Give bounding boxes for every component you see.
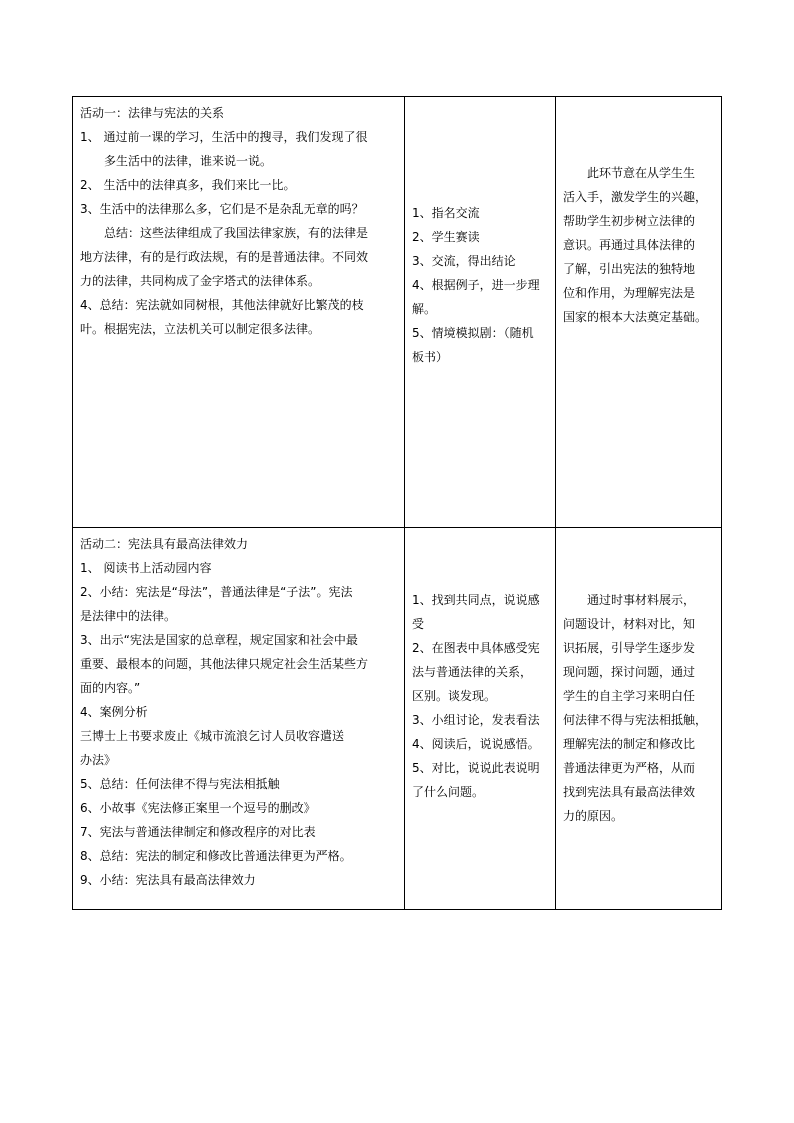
method-line: 1、指名交流 xyxy=(412,206,480,220)
method-line: 2、在图表中具体感受宪 xyxy=(412,641,540,655)
intent-line: 帮助学生初步树立法律的 xyxy=(563,214,696,228)
activity-line: 面的内容。” xyxy=(80,681,141,695)
activity-line: 地方法律，有的是行政法规，有的是普通法律。不同效 xyxy=(80,250,369,264)
method-line: 区别。谈发现。 xyxy=(412,689,497,703)
intent-line: 何法律不得与宪法相抵触， xyxy=(563,713,708,727)
method-line: 3、小组讨论，发表看法 xyxy=(412,713,540,727)
activity-line: 多生活中的法律，谁来说一说。 xyxy=(104,154,273,168)
activity-line: 6、小故事《宪法修正案里一个逗号的删改》 xyxy=(80,801,316,815)
activity-line: 总结：这些法律组成了我国法律家族，有的法律是 xyxy=(104,226,369,240)
method-line: 1、找到共同点，说说感 xyxy=(412,593,540,607)
activity-cell xyxy=(73,528,405,910)
activity-line: 办法》 xyxy=(80,753,117,767)
intent-line: 找到宪法具有最高法律效 xyxy=(563,785,696,799)
intent-line: 识拓展，引导学生逐步发 xyxy=(563,641,696,655)
activity-line: 1、 阅读书上活动园内容 xyxy=(80,561,212,575)
table-row xyxy=(73,97,722,528)
activity-line: 3、出示“宪法是国家的总章程，规定国家和社会中最 xyxy=(80,633,358,647)
intent-line: 国家的根本大法奠定基础。 xyxy=(563,310,708,324)
intent-cell xyxy=(556,528,722,910)
method-line: 板书） xyxy=(412,350,449,364)
activity-line: 8、总结：宪法的制定和修改比普通法律更为严格。 xyxy=(80,849,352,863)
intent-cell xyxy=(556,97,722,528)
activity-line: 2、小结：宪法是“母法”，普通法律是“子法”。宪法 xyxy=(80,585,353,599)
intent-line: 普通法律更为严格，从而 xyxy=(563,761,696,775)
method-cell xyxy=(405,97,556,528)
method-line: 法与普通法律的关系， xyxy=(412,665,533,679)
activity-line: 叶。根据宪法，立法机关可以制定很多法律。 xyxy=(80,322,321,336)
activity-line: 2、 生活中的法律真多，我们来比一比。 xyxy=(80,178,296,192)
method-line: 3、交流，得出结论 xyxy=(412,254,516,268)
method-line: 了什么问题。 xyxy=(412,785,485,799)
intent-line: 通过时事材料展示， xyxy=(587,593,696,607)
activity-line: 7、宪法与普通法律制定和修改程序的对比表 xyxy=(80,825,316,839)
table-row xyxy=(73,528,722,910)
activity-line: 4、案例分析 xyxy=(80,705,148,719)
intent-line: 学生的自主学习来明白任 xyxy=(563,689,696,703)
intent-line: 现问题，探讨问题，通过 xyxy=(563,665,696,679)
intent-line: 活入手，激发学生的兴趣， xyxy=(563,190,708,204)
method-line: 2、学生赛读 xyxy=(412,230,480,244)
intent-line: 此环节意在从学生生 xyxy=(587,166,696,180)
method-cell xyxy=(405,528,556,910)
intent-line: 问题设计，材料对比，知 xyxy=(563,617,696,631)
method-line: 受 xyxy=(412,617,425,631)
activity-line: 力的法律，共同构成了金字塔式的法律体系。 xyxy=(80,274,321,288)
activity-line: 9、小结：宪法具有最高法律效力 xyxy=(80,873,256,887)
activity-line: 三博士上书要求废止《城市流浪乞讨人员收容遣送 xyxy=(80,729,345,743)
method-line: 5、对比，说说此表说明 xyxy=(412,761,540,775)
intent-line: 位和作用，为理解宪法是 xyxy=(563,286,696,300)
activity-line: 1、 通过前一课的学习，生活中的搜寻，我们发现了很 xyxy=(80,130,368,144)
lesson-plan-table xyxy=(72,96,722,910)
intent-line: 理解宪法的制定和修改比 xyxy=(563,737,696,751)
activity-line: 3、生活中的法律那么多，它们是不是杂乱无章的吗？ xyxy=(80,202,364,216)
activity-line: 是法律中的法律。 xyxy=(80,609,177,623)
activity-title: 活动二：宪法具有最高法律效力 xyxy=(80,537,249,551)
method-line: 解。 xyxy=(412,302,437,316)
activity-line: 4、总结：宪法就如同树根，其他法律就好比繁茂的枝 xyxy=(80,298,364,312)
method-line: 4、阅读后，说说感悟。 xyxy=(412,737,540,751)
method-line: 4、根据例子，进一步理 xyxy=(412,278,540,292)
method-line: 5、情境模拟剧：（随机 xyxy=(412,326,534,340)
activity-line: 5、总结：任何法律不得与宪法相抵触 xyxy=(80,777,280,791)
activity-cell xyxy=(73,97,405,528)
intent-line: 意识。再通过具体法律的 xyxy=(563,238,696,252)
activity-title: 活动一：法律与宪法的关系 xyxy=(80,106,225,120)
activity-line: 重要、最根本的问题，其他法律只规定社会生活某些方 xyxy=(80,657,369,671)
intent-line: 了解，引出宪法的独特地 xyxy=(563,262,696,276)
intent-line: 力的原因。 xyxy=(563,809,624,823)
